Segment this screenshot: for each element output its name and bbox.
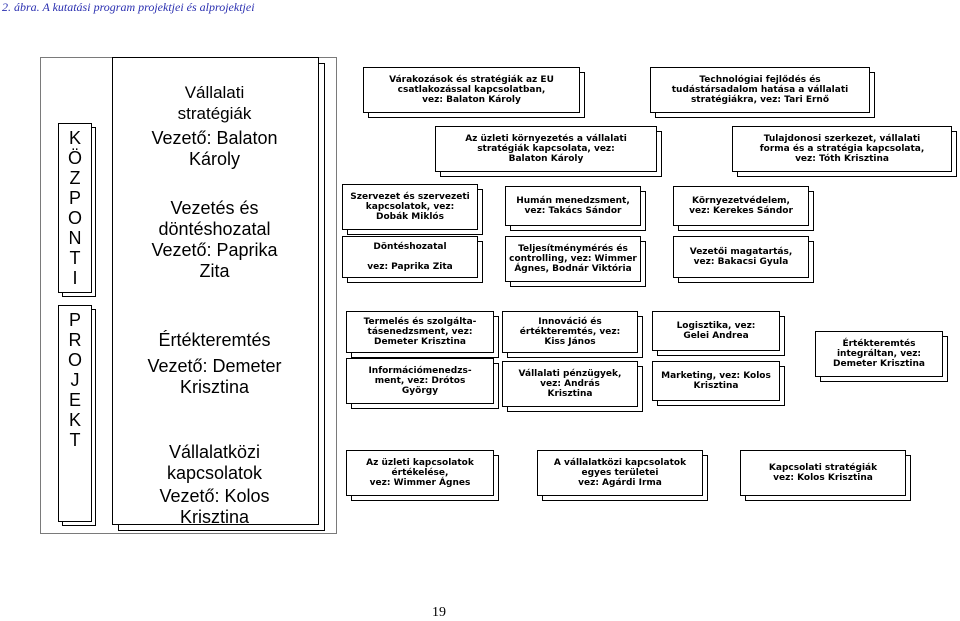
vertical-letter: P: [68, 188, 81, 208]
project-text: Tulajdonosi szerkezet, vállalati forma és a stratégia kapcsolata, vez: Tóth Krisztina: [759, 134, 925, 164]
vertical-letter: T: [69, 430, 81, 450]
project-text: Humán menedzsment, vez: Takács Sándor: [516, 196, 630, 216]
project-box-human-management: [505, 186, 641, 226]
project-box-relationship-strategies: [740, 450, 906, 496]
project-text: Döntéshozatal vez: Paprika Zita: [367, 242, 453, 272]
project-text: Technológiai fejlődés és tudástársadalom hatása a vállalati stratégiákra, vez: Tari Ernő: [671, 75, 849, 105]
project-text: Vezetői magatartás, vez: Bakacsi Gyula: [689, 247, 793, 267]
management-leader: Vezető: Paprika Zita: [151, 240, 278, 281]
project-box-production: [346, 311, 494, 353]
project-text: Környezetvédelem, vez: Kerekes Sándor: [689, 196, 793, 216]
project-box-performance: [505, 236, 641, 282]
vertical-letter: I: [72, 268, 78, 288]
project-box-corporate-finance: [502, 361, 638, 407]
project-text: Az üzleti kapcsolatok értékelése, vez: Wimmer Ágnes: [366, 458, 474, 488]
value-leader: Vezető: Demeter Krisztina: [147, 356, 282, 397]
project-text: Értékteremtés integráltan, vez: Demeter Krisztina: [833, 339, 925, 369]
vertical-letter: N: [68, 228, 82, 248]
vertical-letter: T: [69, 248, 81, 268]
left-column-projekt: [58, 305, 92, 522]
page-number: 19: [432, 605, 446, 620]
projekt-letters: [59, 306, 91, 450]
project-box-eu-expectations: [363, 67, 580, 113]
project-text: Szervezet és szervezeti kapcsolatok, vez: Dobák Miklós: [350, 192, 470, 222]
project-box-information-management: [346, 358, 494, 404]
project-box-marketing: [652, 361, 780, 401]
strategy-title: Vállalati stratégiák: [177, 83, 252, 123]
project-text: Információmenedzs- ment, vez: Drótos György: [368, 366, 472, 396]
project-box-business-environment: [435, 126, 657, 172]
interfirm-leader: Vezető: Kolos Krisztina: [159, 486, 270, 527]
kozponti-letters: [59, 124, 91, 288]
project-box-leadership: [673, 236, 809, 278]
project-text: Vállalati pénzügyek, vez: András Krisztina: [518, 369, 622, 399]
figure-caption: 2. ábra. A kutatási program projektjei és alprojektjei: [2, 0, 255, 14]
interfirm-title: Vállalatközi kapcsolatok: [166, 442, 263, 483]
project-box-innovation: [502, 311, 638, 353]
vertical-letter: Z: [69, 168, 81, 188]
project-box-ownership: [732, 126, 952, 172]
project-box-business-relations: [346, 450, 494, 496]
vertical-letter: R: [68, 330, 82, 350]
vertical-letter: J: [70, 370, 80, 390]
project-box-integrated-value: [815, 331, 943, 377]
project-text: Termelés és szolgálta- tásenedzsment, vez: Demeter Krisztina: [363, 317, 477, 347]
strategy-leader: Vezető: Balaton Károly: [151, 128, 278, 169]
vertical-letter: O: [67, 350, 82, 370]
vertical-letter: K: [68, 128, 81, 148]
project-text: Teljesítménymérés és controlling, vez: Wimmer Ágnes, Bodnár Viktória: [509, 244, 637, 274]
project-box-interfirm-areas: [537, 450, 703, 496]
project-box-logistics: [652, 311, 780, 351]
project-text: Logisztika, vez: Gelei Andrea: [676, 321, 756, 341]
project-box-decision-making: [342, 236, 478, 278]
project-text: Az üzleti környezetés a vállalati stratégiák kapcsolata, vez: Balaton Károly: [465, 134, 627, 164]
vertical-letter: Ö: [67, 148, 82, 168]
project-text: Kapcsolati stratégiák vez: Kolos Krisztina: [768, 463, 878, 483]
project-text: Innováció és értékteremtés, vez: Kiss János: [519, 317, 621, 347]
project-box-environment: [673, 186, 809, 226]
vertical-letter: K: [68, 410, 81, 430]
vertical-letter: P: [68, 310, 81, 330]
vertical-letter: O: [67, 208, 82, 228]
management-title: Vezetés és döntéshozatal: [158, 198, 271, 239]
project-text: Marketing, vez: Kolos Krisztina: [661, 371, 771, 391]
vertical-letter: E: [68, 390, 81, 410]
project-text: Várakozások és stratégiák az EU csatlakozással kapcsolatban, vez: Balaton Károly: [389, 75, 554, 105]
left-column-kozponti: [58, 123, 92, 293]
project-box-technology: [650, 67, 870, 113]
value-title: Értékteremtés: [158, 330, 271, 350]
project-text: A vállalatközi kapcsolatok egyes területei vez: Agárdi Irma: [553, 458, 687, 488]
project-box-organization: [342, 184, 478, 230]
